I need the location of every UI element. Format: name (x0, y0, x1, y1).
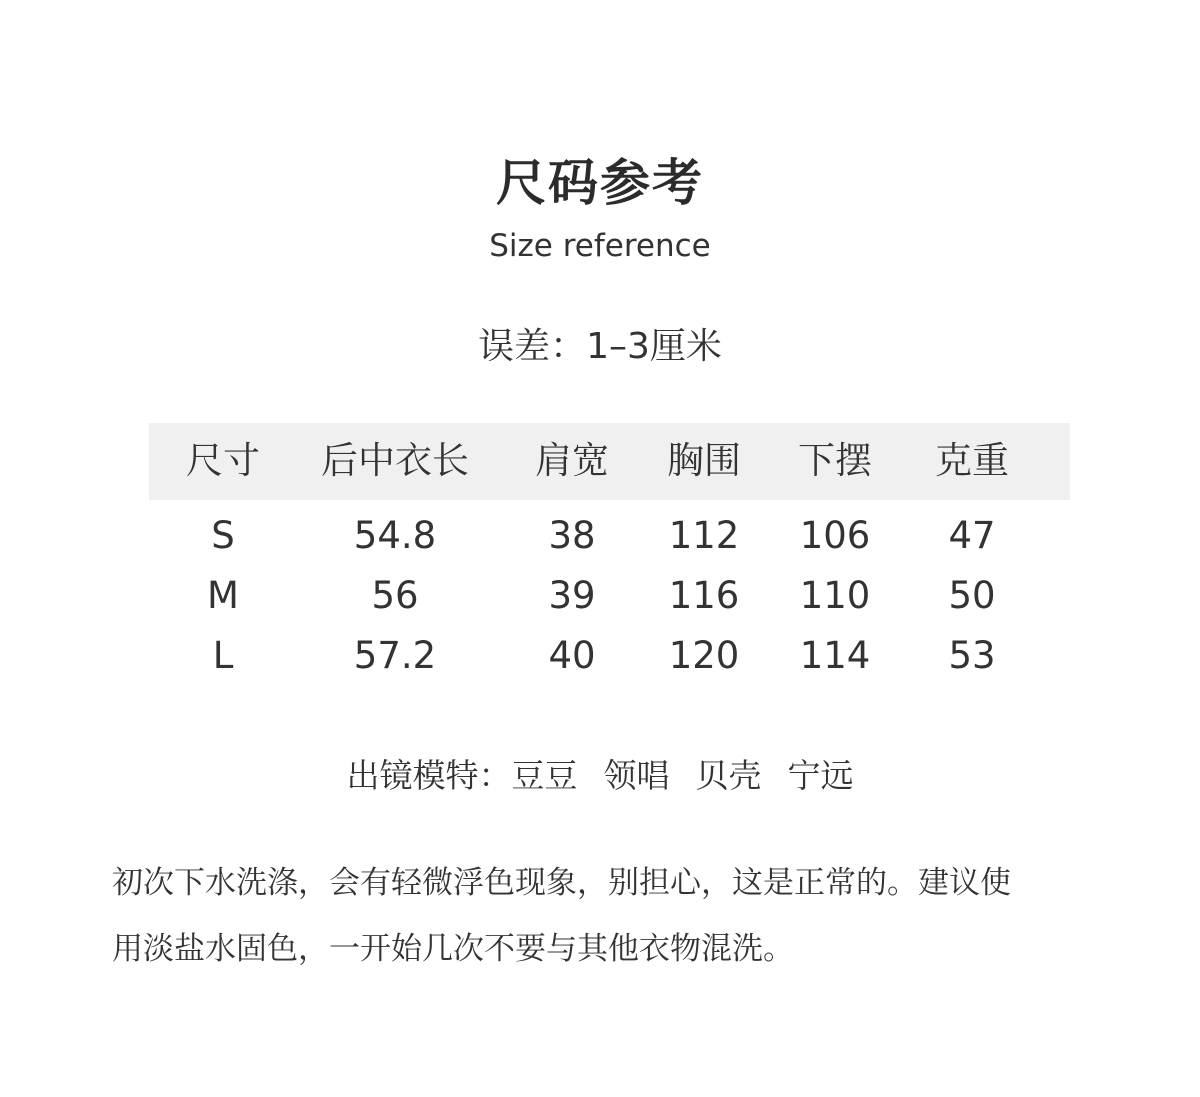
care-note-line: 初次下水洗涤，会有轻微浮色现象，别担心，这是正常的。建议使 (112, 865, 1011, 901)
table-cell: 54.8 (353, 514, 437, 557)
table-cell: 56 (371, 574, 419, 617)
table-header-row (149, 423, 1070, 500)
table-cell: 106 (799, 514, 871, 557)
header-weight: 克重 (935, 439, 1009, 482)
table-cell: M (207, 574, 239, 617)
table-cell: 40 (548, 634, 596, 677)
header-chest: 胸围 (667, 439, 741, 482)
table-cell: 120 (668, 634, 740, 677)
table-row (149, 560, 1070, 620)
header-shoulder: 肩宽 (535, 439, 609, 482)
table-cell: 53 (948, 634, 996, 677)
table-cell: 50 (948, 574, 996, 617)
table-cell: 39 (548, 574, 596, 617)
care-note-line: 用淡盐水固色，一开始几次不要与其他衣物混洗。 (112, 931, 794, 967)
table-cell: 57.2 (353, 634, 437, 677)
table-cell: L (212, 634, 234, 677)
table-row (149, 500, 1070, 560)
model-name: 贝壳 (695, 756, 762, 795)
model-name: 豆豆 (511, 756, 578, 795)
table-cell: 116 (668, 574, 740, 617)
model-name: 领唱 (603, 756, 670, 795)
page-title: 尺码参考 (496, 154, 704, 212)
table-cell: S (211, 514, 235, 557)
size-table (149, 423, 1070, 680)
table-row (149, 620, 1070, 680)
table-cell: 110 (799, 574, 871, 617)
models-label: 出镜模特： (346, 756, 512, 795)
header-back-length: 后中衣长 (321, 439, 469, 482)
table-cell: 114 (799, 634, 871, 677)
care-note (112, 850, 1090, 982)
model-name: 宁远 (787, 756, 854, 795)
table-cell: 112 (668, 514, 740, 557)
page-subtitle: Size reference (489, 228, 711, 264)
table-cell: 38 (548, 514, 596, 557)
header-size: 尺寸 (186, 439, 260, 482)
table-cell: 47 (948, 514, 996, 557)
models-line (0, 754, 1200, 798)
header-hem: 下摆 (798, 439, 872, 482)
tolerance-text: 误差：1–3厘米 (478, 326, 722, 367)
